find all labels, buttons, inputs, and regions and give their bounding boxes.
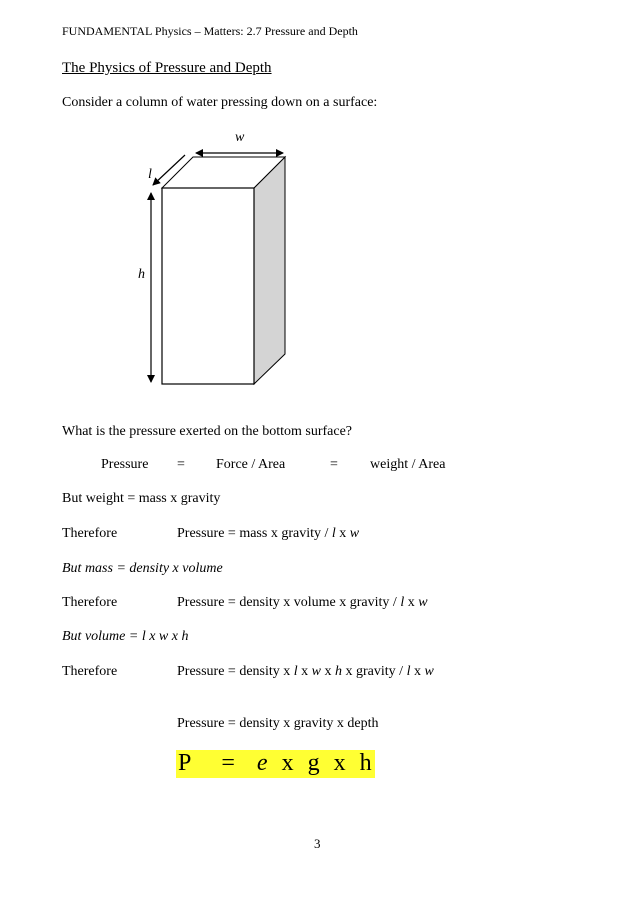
step1-label: Therefore xyxy=(62,526,118,541)
step4-equation: Pressure = density x gravity x depth xyxy=(177,716,379,731)
equals-sign-2: = xyxy=(330,457,338,472)
formula-density-symbol: e xyxy=(256,750,269,776)
step1-equation: Pressure = mass x gravity / l x w xyxy=(177,526,360,541)
step3-label: Therefore xyxy=(62,664,118,679)
highlighted-formula xyxy=(176,750,375,778)
column-front-face xyxy=(162,188,254,384)
page-number: 3 xyxy=(314,836,321,851)
intro-text: Consider a column of water pressing down on a surface: xyxy=(62,95,378,110)
question-text: What is the pressure exerted on the bottom surface? xyxy=(62,424,353,439)
label-w: w xyxy=(235,130,245,145)
pressure-term: Pressure xyxy=(101,457,149,472)
step2-label: Therefore xyxy=(62,595,118,610)
formula-equals: = xyxy=(221,750,236,776)
formula-h: h xyxy=(359,750,373,776)
volume-line: But volume = l x w x h xyxy=(62,629,189,644)
page-header: FUNDAMENTAL Physics – Matters: 2.7 Pressure and Depth xyxy=(62,24,358,38)
equals-sign-1: = xyxy=(177,457,185,472)
step2-equation: Pressure = density x volume x gravity / l x w xyxy=(177,595,428,610)
force-over-area: Force / Area xyxy=(216,457,286,472)
label-l: l xyxy=(148,167,152,182)
weight-line: But weight = mass x gravity xyxy=(62,491,221,506)
mass-line: But mass = density x volume xyxy=(62,561,223,576)
water-column-diagram xyxy=(0,0,638,420)
label-h: h xyxy=(138,267,145,282)
formula-times-1: x xyxy=(281,750,295,776)
weight-over-area: weight / Area xyxy=(370,457,446,472)
formula-times-2: x xyxy=(333,750,347,776)
formula-g: g xyxy=(307,750,321,776)
formula-p: P xyxy=(178,750,193,776)
step3-equation: Pressure = density x l x w x h x gravity / l x w xyxy=(177,664,434,679)
section-heading: The Physics of Pressure and Depth xyxy=(62,60,272,76)
column-side-face xyxy=(254,157,285,384)
